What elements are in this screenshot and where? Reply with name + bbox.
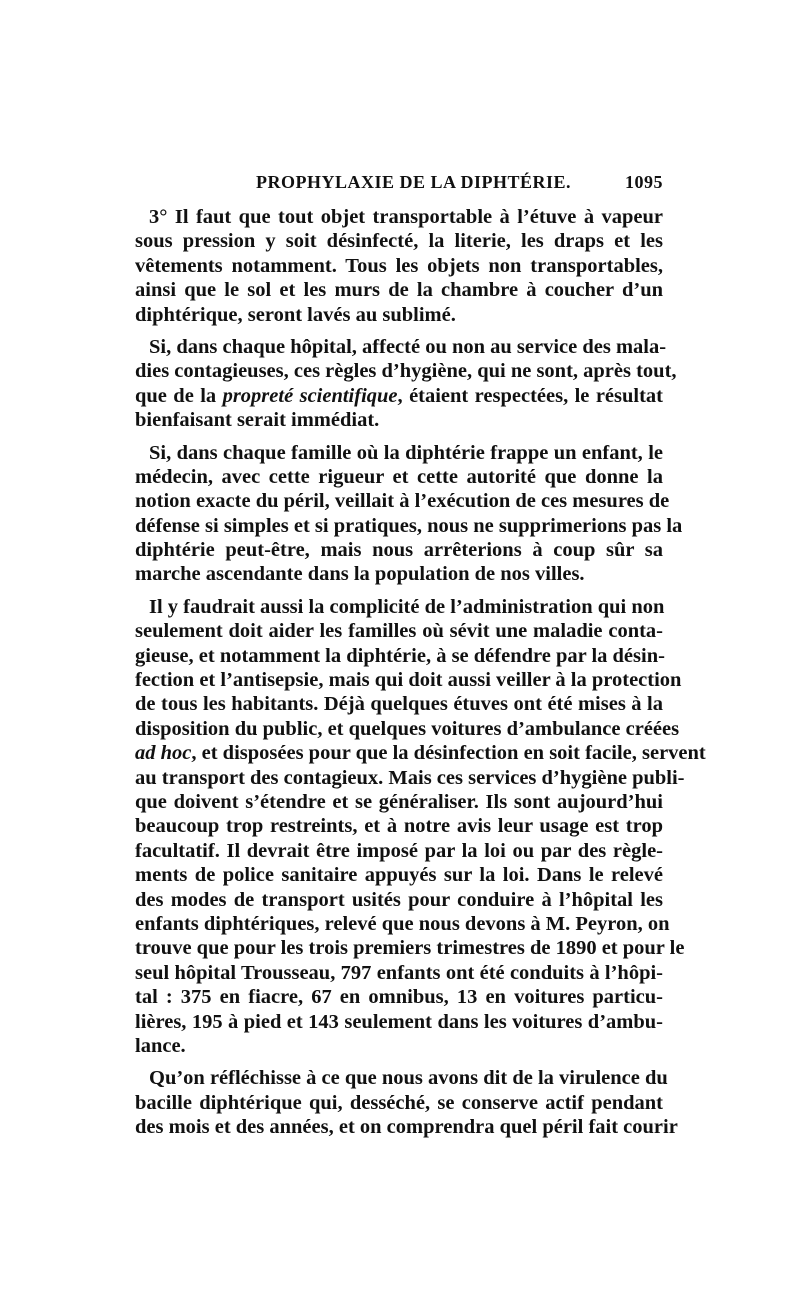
paragraph-gap bbox=[135, 327, 663, 335]
text-line: seulement doit aider les familles où sévit une maladie conta- bbox=[135, 620, 663, 643]
paragraph bbox=[135, 205, 663, 327]
text-line: facultatif. Il devrait être imposé par la loi ou par des règle- bbox=[135, 839, 663, 862]
text-line: que de la propreté scientifique, étaient respectées, le résultat bbox=[135, 384, 663, 407]
text-line: médecin, avec cette rigueur et cette autorité que donne la bbox=[135, 465, 663, 488]
text-line: de tous les habitants. Déjà quelques étuves ont été mises à la bbox=[135, 693, 663, 716]
text-line: que doivent s’étendre et se généraliser. Ils sont aujourd’hui bbox=[135, 790, 663, 813]
text-line: Qu’on réfléchisse à ce que nous avons dit de la virulence du bbox=[149, 1067, 668, 1090]
text-line: bacille diphtérique qui, desséché, se conserve actif pendant bbox=[135, 1091, 663, 1114]
text-line: fection et l’antisepsie, mais qui doit aussi veiller à la protection bbox=[135, 669, 682, 692]
text-line: Si, dans chaque hôpital, affecté ou non au service des mala- bbox=[149, 335, 667, 358]
text-line: lance. bbox=[135, 1034, 186, 1057]
running-header bbox=[218, 172, 663, 198]
paragraph bbox=[135, 1066, 678, 1139]
text-line: marche ascendante dans la population de nos villes. bbox=[135, 563, 585, 586]
paragraph bbox=[135, 595, 706, 1058]
text-line: des mois et des années, et on comprendra quel péril fait courir bbox=[135, 1116, 678, 1139]
text-line: ad hoc, et disposées pour que la désinfection en soit facile, servent bbox=[135, 742, 706, 765]
text-line: lières, 195 à pied et 143 seulement dans les voitures d’ambu- bbox=[135, 1010, 663, 1033]
text-line: 3° Il faut que tout objet transportable à l’étuve à vapeur bbox=[149, 206, 663, 228]
text-line: bienfaisant serait immédiat. bbox=[135, 409, 380, 432]
paragraph-gap bbox=[135, 1058, 663, 1066]
text-line: gieuse, et notamment la diphtérie, à se défendre par la désin- bbox=[135, 644, 665, 667]
paragraph bbox=[135, 335, 677, 433]
paragraph-gap bbox=[135, 433, 663, 441]
text-line: Il y faudrait aussi la complicité de l’administration qui non bbox=[149, 595, 665, 618]
text-line: dies contagieuses, ces règles d’hygiène, qui ne sont, après tout, bbox=[135, 360, 677, 383]
text-line: Si, dans chaque famille où la diphtérie frappe un enfant, le bbox=[149, 441, 663, 464]
text-line: des modes de transport usités pour conduire à l’hôpital les bbox=[135, 888, 663, 911]
text-line: beaucoup trop restreints, et à notre avis leur usage est trop bbox=[135, 815, 663, 838]
text-line: ainsi que le sol et les murs de la chambre à coucher d’un bbox=[135, 279, 663, 302]
body-text bbox=[135, 205, 706, 1139]
text-line: ments de police sanitaire appuyés sur la loi. Dans le relevé bbox=[135, 864, 663, 887]
text-line: seul hôpital Trousseau, 797 enfants ont été conduits à l’hôpi- bbox=[135, 961, 663, 984]
text-line: défense si simples et si pratiques, nous ne supprimerions pas la bbox=[135, 514, 683, 537]
text-line: enfants diphtériques, relevé que nous devons à M. Peyron, on bbox=[135, 912, 670, 935]
text-line: diphtérie peut-être, mais nous arrêterions à coup sûr sa bbox=[135, 539, 663, 562]
text-line: disposition du public, et quelques voitures d’ambulance créées bbox=[135, 717, 680, 740]
text-line: diphtérique, seront lavés au sublimé. bbox=[135, 303, 456, 326]
text-line: tal : 375 en fiacre, 67 en omnibus, 13 en voitures particu- bbox=[135, 986, 663, 1009]
paragraph bbox=[135, 441, 683, 587]
text-line: trouve que pour les trois premiers trimestres de 1890 et pour le bbox=[135, 937, 685, 960]
running-title: PROPHYLAXIE DE LA DIPHTÉRIE. bbox=[256, 172, 572, 192]
text-line: notion exacte du péril, veillait à l’exécution de ces mesures de bbox=[135, 490, 670, 513]
text-line: vêtements notamment. Tous les objets non transportables, bbox=[135, 254, 663, 277]
paragraph-gap bbox=[135, 587, 663, 595]
page-number: 1095 bbox=[625, 172, 663, 192]
text-line: au transport des contagieux. Mais ces services d’hygiène publi- bbox=[135, 766, 685, 789]
text-line: sous pression y soit désinfecté, la literie, les draps et les bbox=[135, 230, 663, 253]
